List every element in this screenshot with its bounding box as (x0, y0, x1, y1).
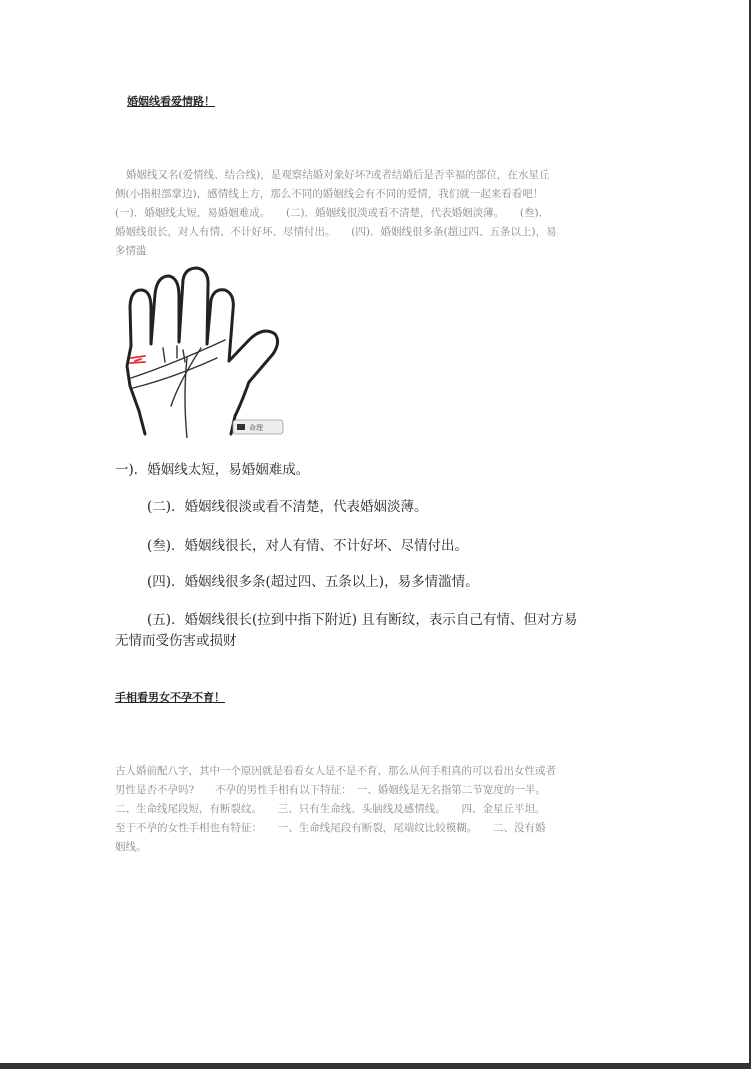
page-edge-right (749, 0, 751, 1069)
watermark-logo (233, 420, 283, 434)
point-1: 一)．婚姻线太短，易婚姻难成。 (115, 462, 310, 478)
body-line: 至于不孕的女性手相也有特征： 一、生命线尾段有断裂，尾端纹比较模糊。 二、没有婚 (115, 822, 546, 834)
intro-line: 婚姻线很长，对人有情、不计好坏、尽情付出。 (四)．婚姻线很多条(超过四、五条以上)，易 (115, 226, 557, 238)
section1-intro (115, 166, 557, 261)
point-2: (二)．婚姻线很淡或看不清楚，代表婚姻淡薄。 (147, 499, 428, 515)
body-line: 男性是否不孕吗? 不孕的男性手相有以下特征： 一、婚姻线是无名指第二节宽度的一半。 (115, 784, 546, 796)
palm-illustration (113, 266, 285, 438)
section2-title: 手相看男女不孕不育！ (115, 691, 225, 704)
page-edge-bottom (0, 1063, 751, 1069)
intro-line: 侧(小指根部掌边)，感情线上方，那么不同的婚姻线会有不同的爱情，我们就一起来看看吧！ (115, 188, 544, 200)
point-3: (叁)．婚姻线很长，对人有情、不计好坏、尽情付出。 (147, 538, 469, 554)
point-5: (五)．婚姻线很长(拉到中指下附近) 且有断纹，表示自己有情、但对方易 (147, 612, 578, 628)
watermark-text: 命理 (249, 424, 263, 432)
body-line: 二、生命线尾段短，有断裂纹。 三、只有生命线、头脑线及感情线。 四、金星丘平坦。 (115, 803, 546, 815)
body-line: 姻线。 (115, 841, 147, 853)
body-line: 古人婚前配八字，其中一个原因就是看看女人是不是不育，那么从何手相真的可以看出女性或者 (115, 765, 556, 777)
intro-line: (一)．婚姻线太短，易婚姻难成。 (二)．婚姻线很淡或看不清楚，代表婚姻淡薄。 (叁)． (115, 207, 550, 219)
section2-body (115, 762, 556, 857)
intro-line: 多情滥 (115, 245, 147, 257)
intro-line: 婚姻线又名(爱情线、结合线)，是观察结婚对象好坏?或者结婚后是否幸福的部位，在水星丘 (126, 169, 550, 181)
point-5-continued: 无情而受伤害或损财 (115, 633, 237, 649)
section1-title: 婚姻线看爱情路！ (127, 95, 215, 108)
point-4: (四)．婚姻线很多条(超过四、五条以上)，易多情滥情。 (147, 574, 479, 590)
